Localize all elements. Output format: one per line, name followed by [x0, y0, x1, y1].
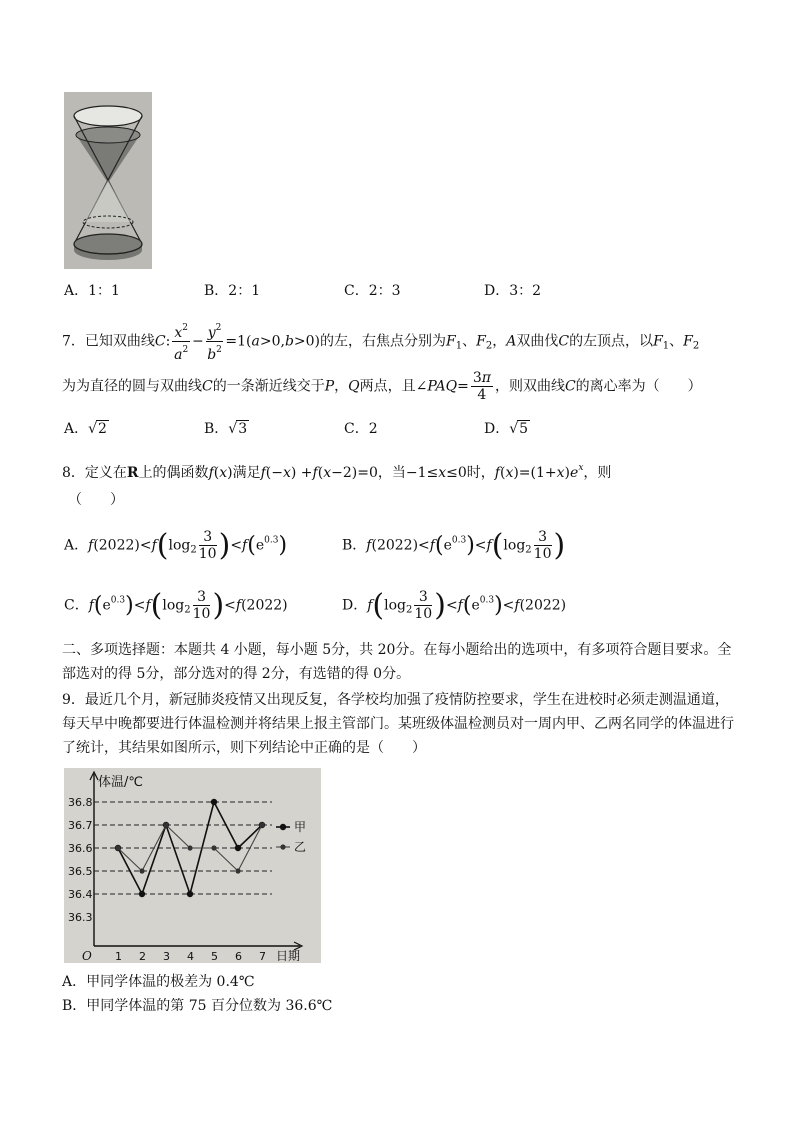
q8-option-c: C．$f(e^{0.3})<f(\log_2$ $\frac{3}{10}$ )<f(2022)	[64, 588, 288, 623]
chart-background	[64, 768, 321, 963]
y-tick-label: 36.6	[68, 842, 93, 855]
q7-line2: 为为直径的圆与双曲线C的一条渐近线交于P，Q两点，且∠PAQ= $\frac{3\pi}{4}$ ，则双曲线C的离心率为（ ）	[62, 370, 702, 403]
data-point	[163, 822, 168, 827]
data-point	[259, 822, 264, 827]
q7-text1d: 的左顶点，以	[569, 333, 654, 350]
q8-line1: 8．定义在R上的偶函数f(x)满足f(−x) +f(x−2)=0，当−1≤x≤0时，$f(x)=(1+x)e^x$，则	[62, 463, 612, 481]
y-tick-label: 36.5	[68, 865, 93, 878]
fraction-y2-b2: $\frac{y^2}{b^2}$	[206, 320, 224, 363]
q6-option-d: D．3：2	[484, 283, 542, 299]
q7-text1b: 的左，右焦点分别为	[320, 333, 447, 350]
cone-figure	[64, 92, 152, 269]
y-tick-label: 36.4	[68, 888, 93, 901]
data-point	[115, 845, 120, 850]
fraction-3pi-4: $\frac{3\pi}{4}$	[472, 370, 491, 403]
q7-text2c: 两点，且	[359, 378, 416, 395]
x-tick-label: 3	[163, 950, 170, 963]
x-tick-label: 4	[187, 950, 194, 963]
q7-text1c: 双曲伐	[516, 333, 559, 350]
x-tick-label: 7	[259, 950, 266, 963]
data-point	[187, 845, 192, 850]
q7-text2e: 的离心率为（ ）	[575, 378, 702, 395]
q8-option-b: B．$f(2022)<f(e^{0.3})<f(\log_2$ $\frac{3}{10}$ )	[342, 528, 566, 563]
q7-text2d: ，则双曲线	[494, 378, 565, 395]
q8-option-d: D．$f(\log_2$ $\frac{3}{10}$ )$<f(e^{0.3})<f(2022)$	[342, 588, 567, 623]
x-tick-label: 1	[115, 950, 122, 963]
data-point	[211, 845, 216, 850]
q8-paren: （ ）	[68, 492, 124, 508]
q7-text2a: 为为直径的圆与双曲线	[62, 378, 202, 395]
data-point	[139, 868, 144, 873]
x-tick-label: 2	[139, 950, 146, 963]
fraction-x2-a2: $\frac{x^2}{a^2}$	[172, 320, 190, 363]
data-point	[235, 868, 240, 873]
double-cone-image	[64, 92, 152, 269]
q7-text2b: 的一条渐近线交于	[212, 378, 325, 395]
y-tick-label: 36.8	[68, 796, 93, 809]
q6-option-c: C．2：3	[344, 283, 401, 299]
q6-option-a: A．1：1	[64, 283, 120, 299]
data-point	[235, 845, 241, 851]
section2-heading-line2: 部选对的得 5分，部分选对的得 2分，有选错的得 0分。	[62, 666, 411, 682]
q8-option-a: A．$f(2022)<f(\log_2$ $\frac{3}{10}$ )$<f(e^{0.3})$	[64, 528, 288, 563]
q9-option-b: B．甲同学体温的第 75 百分位数为 36.6℃	[62, 998, 333, 1014]
legend-label: 乙	[294, 840, 307, 854]
data-point	[187, 891, 193, 897]
data-point	[139, 891, 145, 897]
y-axis-label: 体温/℃	[98, 775, 143, 790]
q6-option-b: B．2：1	[204, 283, 261, 299]
q7-text1a: 已知双曲线	[84, 333, 155, 350]
y-tick-label: 36.3	[68, 911, 93, 924]
q7-line1: 7．已知双曲线C: $\frac{x^2}{a^2}$ − $\frac{y^2}{b^2}$ =1(a>0,b>0)的左，右焦点分别为$F_1$、$F_2$，A双曲伐C的左顶点，以$F_1$、$F_2$	[62, 320, 699, 363]
q7-option-b: B．√3	[204, 421, 248, 437]
x-tick-label: 5	[211, 950, 218, 963]
q9-line3: 了统计，其结果如图所示，则下列结论中正确的是（ ）	[62, 740, 426, 756]
section2-heading-line1: 二、多项选择题：本题共 4 小题，每小题 5分，共 20分。在每小题给出的选项中，有多项符合题目要求。全	[62, 642, 732, 658]
q9-line1: 9．最近几个月，新冠肺炎疫情又出现反复，各学校均加强了疫情防控要求，学生在进校时必须走测温通道，	[62, 692, 729, 708]
temperature-chart-svg	[64, 768, 321, 963]
q7-number: 7．	[62, 333, 85, 350]
temperature-chart	[64, 768, 321, 963]
x-tick-label: 6	[235, 950, 242, 963]
data-point	[211, 799, 217, 805]
q7-option-d: D．√5	[484, 421, 529, 437]
legend-label: 甲	[294, 820, 307, 834]
legend-marker	[280, 844, 285, 849]
q9-option-a: A．甲同学体温的极差为 0.4℃	[62, 974, 255, 990]
q7-option-c: C．2	[344, 421, 378, 437]
q7-option-a: A．√2	[64, 421, 107, 437]
y-tick-label: 36.7	[68, 819, 93, 832]
x-axis-label: 日期	[276, 949, 301, 963]
legend-marker	[280, 824, 286, 830]
q9-line2: 每天早中晚都要进行体温检测并将结果上报主管部门。某班级体温检测员对一周内甲、乙两名同学的体温进行	[62, 716, 734, 732]
origin-label: O	[82, 949, 92, 963]
